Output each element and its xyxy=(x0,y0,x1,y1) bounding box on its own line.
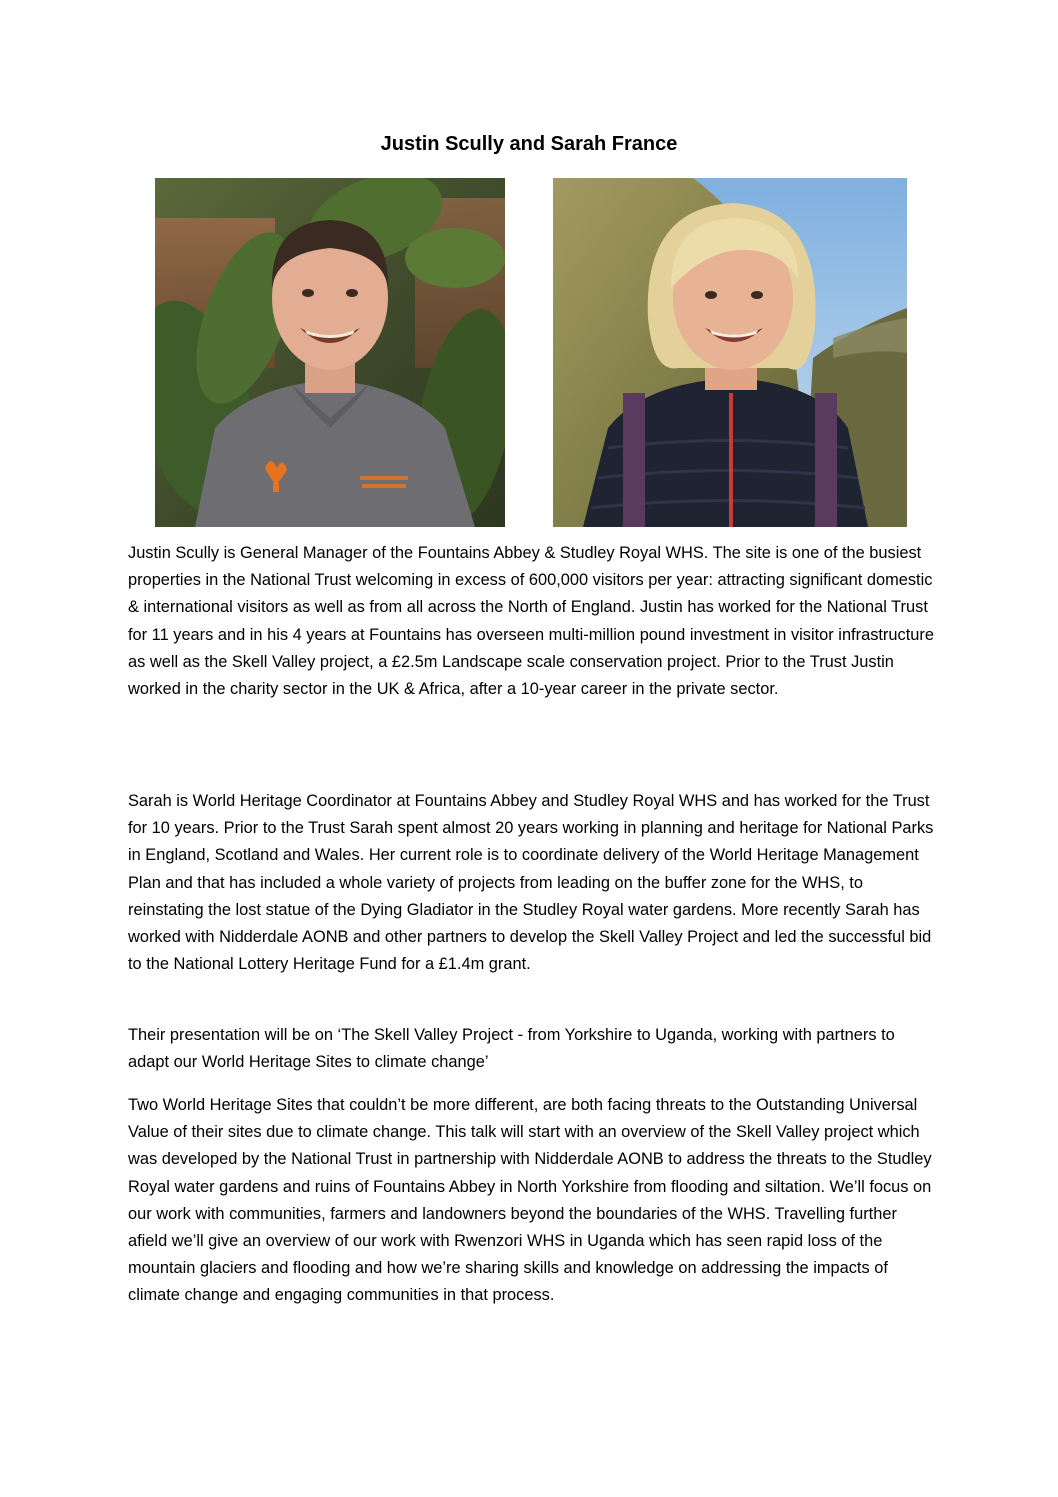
presentation-title-paragraph: Their presentation will be on ‘The Skell Valley Project - from Yorkshire to Uganda, working with partners to adapt our World Heritage Sites to climate change’ xyxy=(128,1026,895,1072)
sarah-bio-paragraph: Sarah is World Heritage Coordinator at Fountains Abbey and Studley Royal WHS and has worked for the Trust for 10 years. Prior to the Trust Sarah spent almost 20 years working in planning and heritage for National Parks in England, Scotland and Wales. Her current role is to coordinate delivery of the World Heritage Management Plan and that has included a whole variety of projects from leading on the buffer zone for the WHS, to reinstating the lost statue of the Dying Gladiator in the Studley Royal water gardens. More recently Sarah has worked with Nidderdale AONB and other partners to develop the Skell Valley Project and led the successful bid to the National Lottery Heritage Fund for a £1.4m grant. xyxy=(128,792,934,974)
justin-bio-paragraph: Justin Scully is General Manager of the Fountains Abbey & Studley Royal WHS. The site is one of the busiest properties in the National Trust welcoming in excess of 600,000 visitors per year: attracting significant domestic & international visitors as well as from all across the North of England. Justin has worked for the National Trust for 11 years and in his 4 years at Fountains has overseen multi-million pound investment in visitor infrastructure as well as the Skell Valley project, a £2.5m Landscape scale conservation project. Prior to the Trust Justin worked in the charity sector in the UK & Africa, after a 10-year career in the private sector. xyxy=(128,544,934,699)
sarah-france-photo xyxy=(553,178,907,527)
page-title: Justin Scully and Sarah France xyxy=(380,133,678,155)
justin-scully-photo xyxy=(155,178,505,527)
abstract-paragraph: Two World Heritage Sites that couldn’t be more different, are both facing threats to the Outstanding Universal Value of their sites due to climate change. This talk will start with an overview of the Skell Valley project which was developed by the National Trust in partnership with Nidderdale AONB to address the threats to the Studley Royal water gardens and ruins of Fountains Abbey in North Yorkshire from flooding and siltation. We’ll focus on our work with communities, farmers and landowners beyond the boundaries of the WHS. Travelling further afield we’ll give an overview of our work with Rwenzori WHS in Uganda which has seen rapid loss of the mountain glaciers and flooding and how we’re sharing skills and knowledge on addressing the impacts of climate change and engaging communities in that process. xyxy=(128,1096,932,1305)
